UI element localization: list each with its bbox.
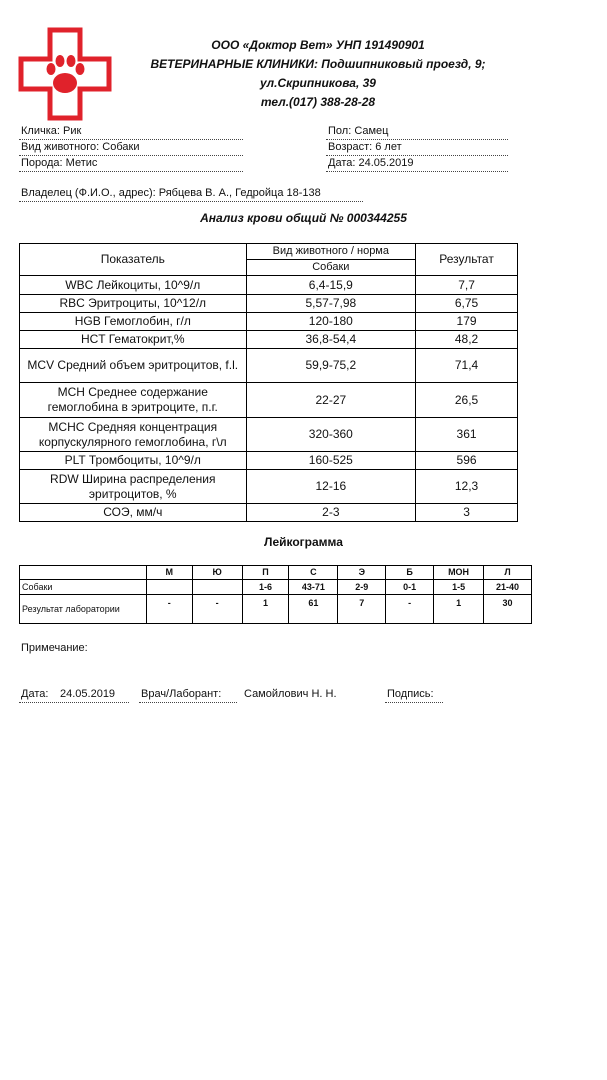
clinic-line-2: ВЕТЕРИНАРНЫЕ КЛИНИКИ: Подшипниковый проезд, 9; — [150, 57, 486, 71]
param-norm: 6,4-15,9 — [246, 276, 416, 295]
table-row — [20, 470, 518, 504]
leuko-header: МОН — [434, 566, 484, 580]
leukogram-table — [19, 565, 532, 624]
table-row — [20, 295, 518, 313]
leuko-norm: 43-71 — [289, 580, 338, 595]
param-norm: 59,9-75,2 — [246, 349, 416, 383]
divider — [326, 155, 508, 156]
header-norm-species: Собаки — [246, 260, 416, 276]
leuko-result: 1 — [434, 595, 484, 624]
leuko-result: - — [192, 595, 242, 624]
param-name: PLT Тромбоциты, 10^9/л — [20, 452, 247, 470]
divider — [19, 171, 243, 172]
param-result: 179 — [416, 313, 518, 331]
footer-doctor-label: Врач/Лаборант: — [141, 688, 222, 700]
leuko-header: С — [289, 566, 338, 580]
patient-age: Возраст: 6 лет — [328, 141, 402, 153]
leukogram-title: Лейкограмма — [264, 535, 343, 549]
param-name: MCV Средний объем эритроцитов, f.l. — [20, 349, 247, 383]
param-norm: 160-525 — [246, 452, 416, 470]
leuko-norm — [192, 580, 242, 595]
leuko-header: М — [146, 566, 192, 580]
clinic-line-3: ул.Скрипникова, 39 — [260, 76, 376, 90]
param-name: RDW Ширина распределения эритроцитов, % — [20, 470, 247, 504]
param-result: 26,5 — [416, 383, 518, 418]
param-result: 7,7 — [416, 276, 518, 295]
patient-name: Кличка: Рик — [21, 125, 82, 137]
leuko-norm: 21-40 — [484, 580, 532, 595]
table-row — [20, 313, 518, 331]
leuko-norm: 1-5 — [434, 580, 484, 595]
param-norm: 36,8-54,4 — [246, 331, 416, 349]
leuko-header: Ю — [192, 566, 242, 580]
leuko-header: Э — [338, 566, 386, 580]
divider — [139, 702, 237, 703]
clinic-header — [118, 36, 518, 112]
param-name: MCHC Средняя концентрация корпускулярного гемоглобина, г\л — [20, 418, 247, 452]
leuko-result: 1 — [242, 595, 289, 624]
header-result: Результат — [416, 244, 518, 276]
blood-test-table — [19, 243, 518, 522]
param-norm: 120-180 — [246, 313, 416, 331]
param-result: 12,3 — [416, 470, 518, 504]
leukogram-norm-row — [20, 580, 532, 595]
header-norm: Вид животного / норма — [246, 244, 416, 260]
clinic-phone: тел.(017) 388-28-28 — [260, 95, 376, 109]
param-result: 3 — [416, 504, 518, 522]
footer-doctor-value: Самойлович Н. Н. — [244, 688, 337, 700]
param-result: 361 — [416, 418, 518, 452]
footer-signature-label: Подпись: — [387, 688, 434, 700]
leuko-result: - — [386, 595, 434, 624]
leukogram-header-row — [20, 566, 532, 580]
leuko-norm: 2-9 — [338, 580, 386, 595]
param-name: HGB Гемоглобин, г/л — [20, 313, 247, 331]
param-name: RBC Эритроциты, 10^12/л — [20, 295, 247, 313]
table-row — [20, 276, 518, 295]
patient-breed: Порода: Метис — [21, 157, 98, 169]
leukogram-result-row — [20, 595, 532, 624]
table-row — [20, 349, 518, 383]
report-date: Дата: 24.05.2019 — [328, 157, 414, 169]
leuko-norm: 1-6 — [242, 580, 289, 595]
divider — [326, 139, 508, 140]
param-name: HCT Гематокрит,% — [20, 331, 247, 349]
footer-date-value: 24.05.2019 — [60, 688, 116, 700]
param-norm: 2-3 — [246, 504, 416, 522]
patient-species: Вид животного: Собаки — [21, 141, 140, 153]
leuko-norm: 0-1 — [386, 580, 434, 595]
leuko-header: Л — [484, 566, 532, 580]
result-label: Результат лаборатории — [20, 595, 147, 624]
divider — [19, 702, 129, 703]
header-parameter: Показатель — [20, 244, 247, 276]
param-result: 596 — [416, 452, 518, 470]
param-name: СОЭ, мм/ч — [20, 504, 247, 522]
leuko-result: 61 — [289, 595, 338, 624]
analysis-title: Анализ крови общий № 000344255 — [200, 211, 407, 225]
footer-date-label: Дата: — [21, 688, 49, 700]
leuko-result: 30 — [484, 595, 532, 624]
owner-info: Владелец (Ф.И.О., адрес): Рябцева В. А., Гедройца 18-138 — [21, 187, 321, 199]
param-result: 71,4 — [416, 349, 518, 383]
norm-label: Собаки — [20, 580, 147, 595]
table-row — [20, 504, 518, 522]
param-norm: 22-27 — [246, 383, 416, 418]
clinic-logo-cross-icon — [18, 27, 112, 121]
leuko-result: 7 — [338, 595, 386, 624]
param-result: 6,75 — [416, 295, 518, 313]
leuko-header: П — [242, 566, 289, 580]
divider — [326, 171, 508, 172]
empty-cell — [20, 566, 147, 580]
leuko-norm — [146, 580, 192, 595]
clinic-line-1: ООО «Доктор Вет» УНП 191490901 — [211, 38, 425, 52]
param-norm: 12-16 — [246, 470, 416, 504]
param-norm: 5,57-7,98 — [246, 295, 416, 313]
divider — [385, 702, 443, 703]
leuko-header: Б — [386, 566, 434, 580]
divider — [19, 201, 363, 202]
leuko-result: - — [146, 595, 192, 624]
patient-sex: Пол: Самец — [328, 125, 389, 137]
divider — [19, 155, 243, 156]
table-row — [20, 331, 518, 349]
table-row — [20, 452, 518, 470]
note-label: Примечание: — [21, 642, 88, 654]
param-norm: 320-360 — [246, 418, 416, 452]
param-result: 48,2 — [416, 331, 518, 349]
table-row — [20, 418, 518, 452]
table-row — [20, 383, 518, 418]
divider — [19, 139, 243, 140]
param-name: WBC Лейкоциты, 10^9/л — [20, 276, 247, 295]
param-name: MCH Среднее содержание гемоглобина в эритроците, п.г. — [20, 383, 247, 418]
